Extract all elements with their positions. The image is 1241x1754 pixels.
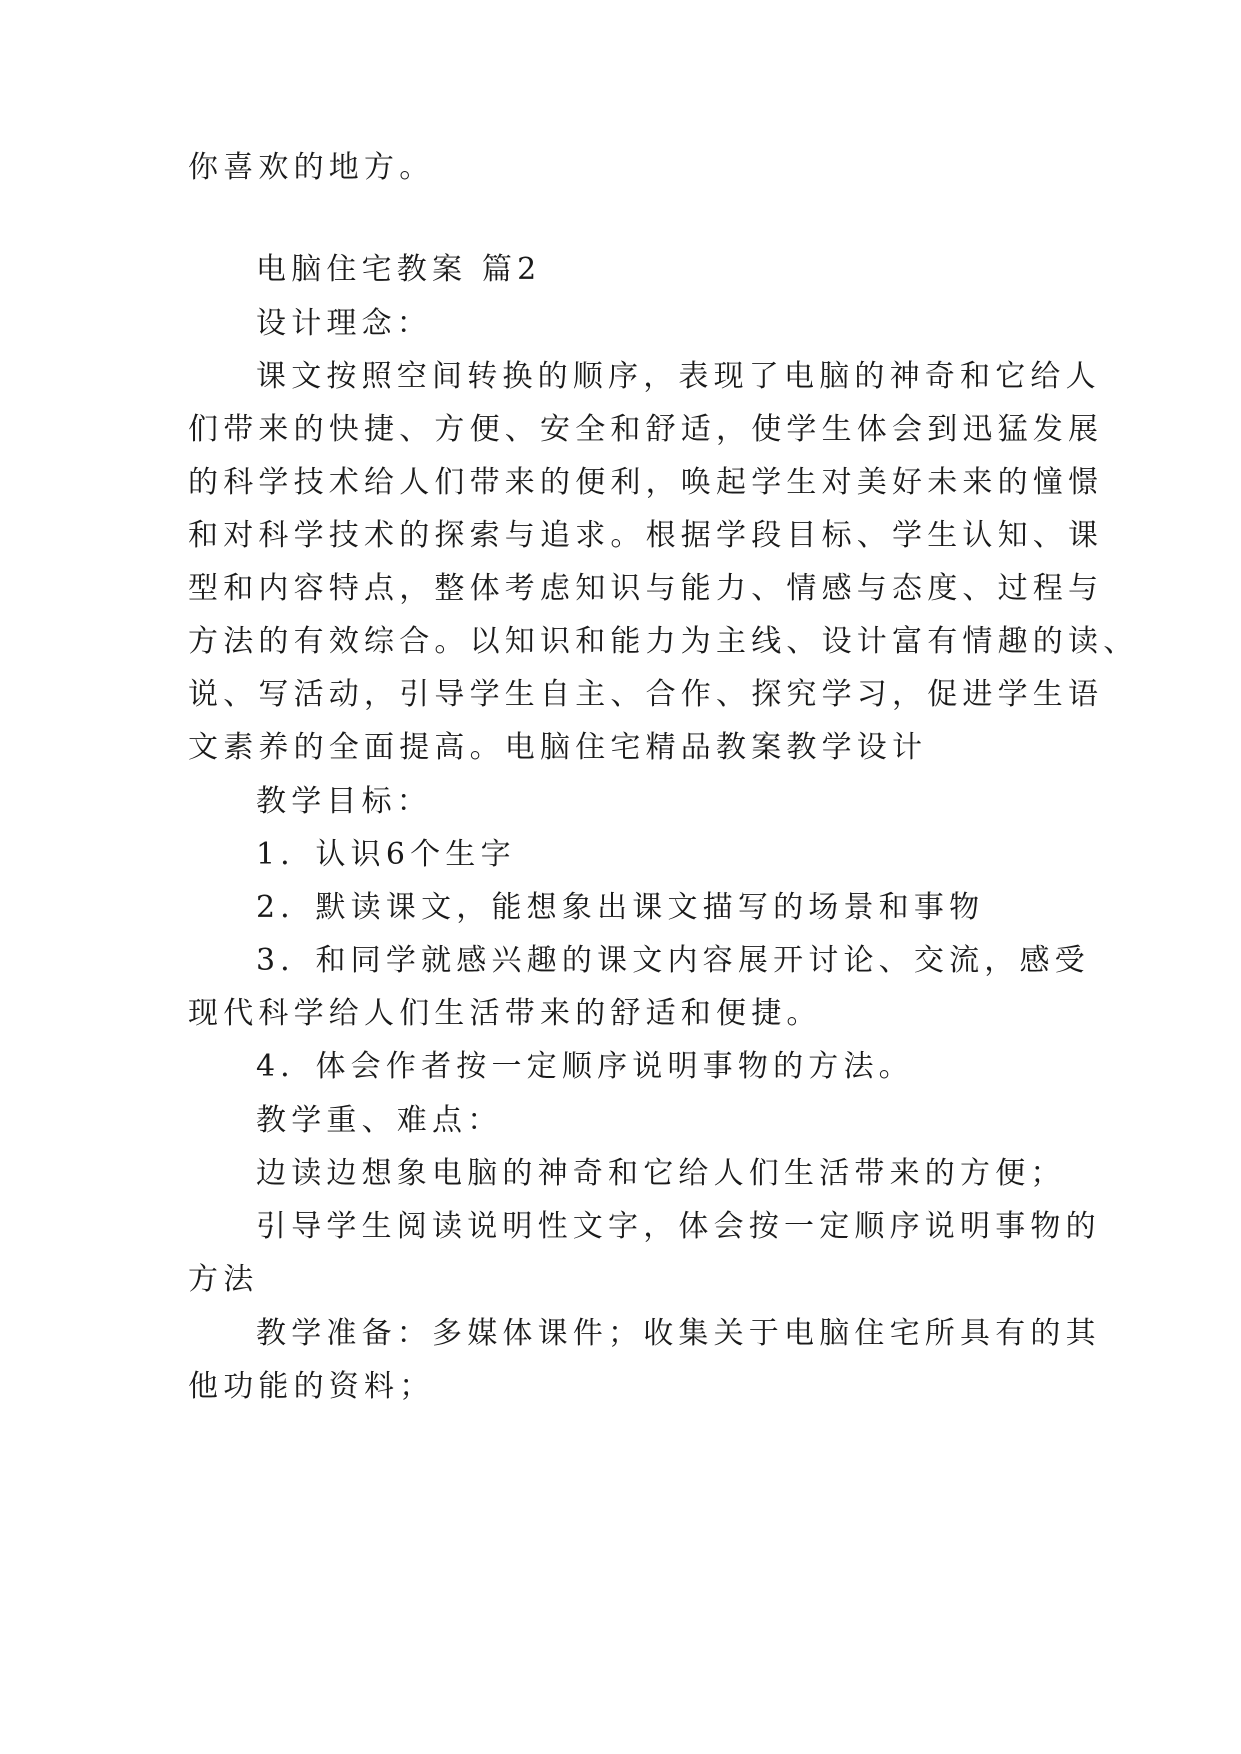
text-line: 和对科学技术的探索与追求。根据学段目标、学生认知、课 (188, 518, 1104, 553)
text-line: 课文按照空间转换的顺序，表现了电脑的神奇和它给人 (256, 359, 1101, 394)
list-item: 3．和同学就感兴趣的课文内容展开讨论、交流，感受 (256, 943, 1090, 978)
list-item: 4．体会作者按一定顺序说明事物的方法。 (256, 1049, 914, 1084)
text-line: 型和内容特点，整体考虑知识与能力、情感与态度、过程与 (188, 571, 1104, 606)
text-line: 的科学技术给人们带来的便利，唤起学生对美好未来的憧憬 (188, 465, 1104, 500)
text-line: 你喜欢的地方。 (188, 150, 435, 185)
text-line: 文素养的全面提高。电脑住宅精品教案教学设计 (188, 730, 928, 765)
text-line: 说、写活动，引导学生自主、合作、探究学习，促进学生语 (188, 677, 1104, 712)
list-item: 1．认识6个生字 (256, 837, 516, 872)
subheading-design-concept: 设计理念： (256, 306, 432, 341)
text-line: 方法 (188, 1262, 259, 1297)
text-line: 方法的有效综合。以知识和能力为主线、设计富有情趣的读、 (188, 624, 1139, 659)
text-line: 现代科学给人们生活带来的舒适和便捷。 (188, 996, 822, 1031)
text-line: 他功能的资料； (188, 1369, 435, 1404)
section-heading: 电脑住宅教案 篇2 (256, 252, 542, 287)
subheading-key-points: 教学重、难点： (256, 1103, 503, 1138)
list-item: 2．默读课文，能想象出课文描写的场景和事物 (256, 890, 985, 925)
text-line: 引导学生阅读说明性文字，体会按一定顺序说明事物的 (256, 1209, 1101, 1244)
text-line: 们带来的快捷、方便、安全和舒适，使学生体会到迅猛发展 (188, 412, 1104, 447)
subheading-teaching-goals: 教学目标： (256, 784, 432, 819)
text-line: 边读边想象电脑的神奇和它给人们生活带来的方便； (256, 1156, 1066, 1191)
text-line: 教学准备：多媒体课件；收集关于电脑住宅所具有的其 (256, 1316, 1101, 1351)
